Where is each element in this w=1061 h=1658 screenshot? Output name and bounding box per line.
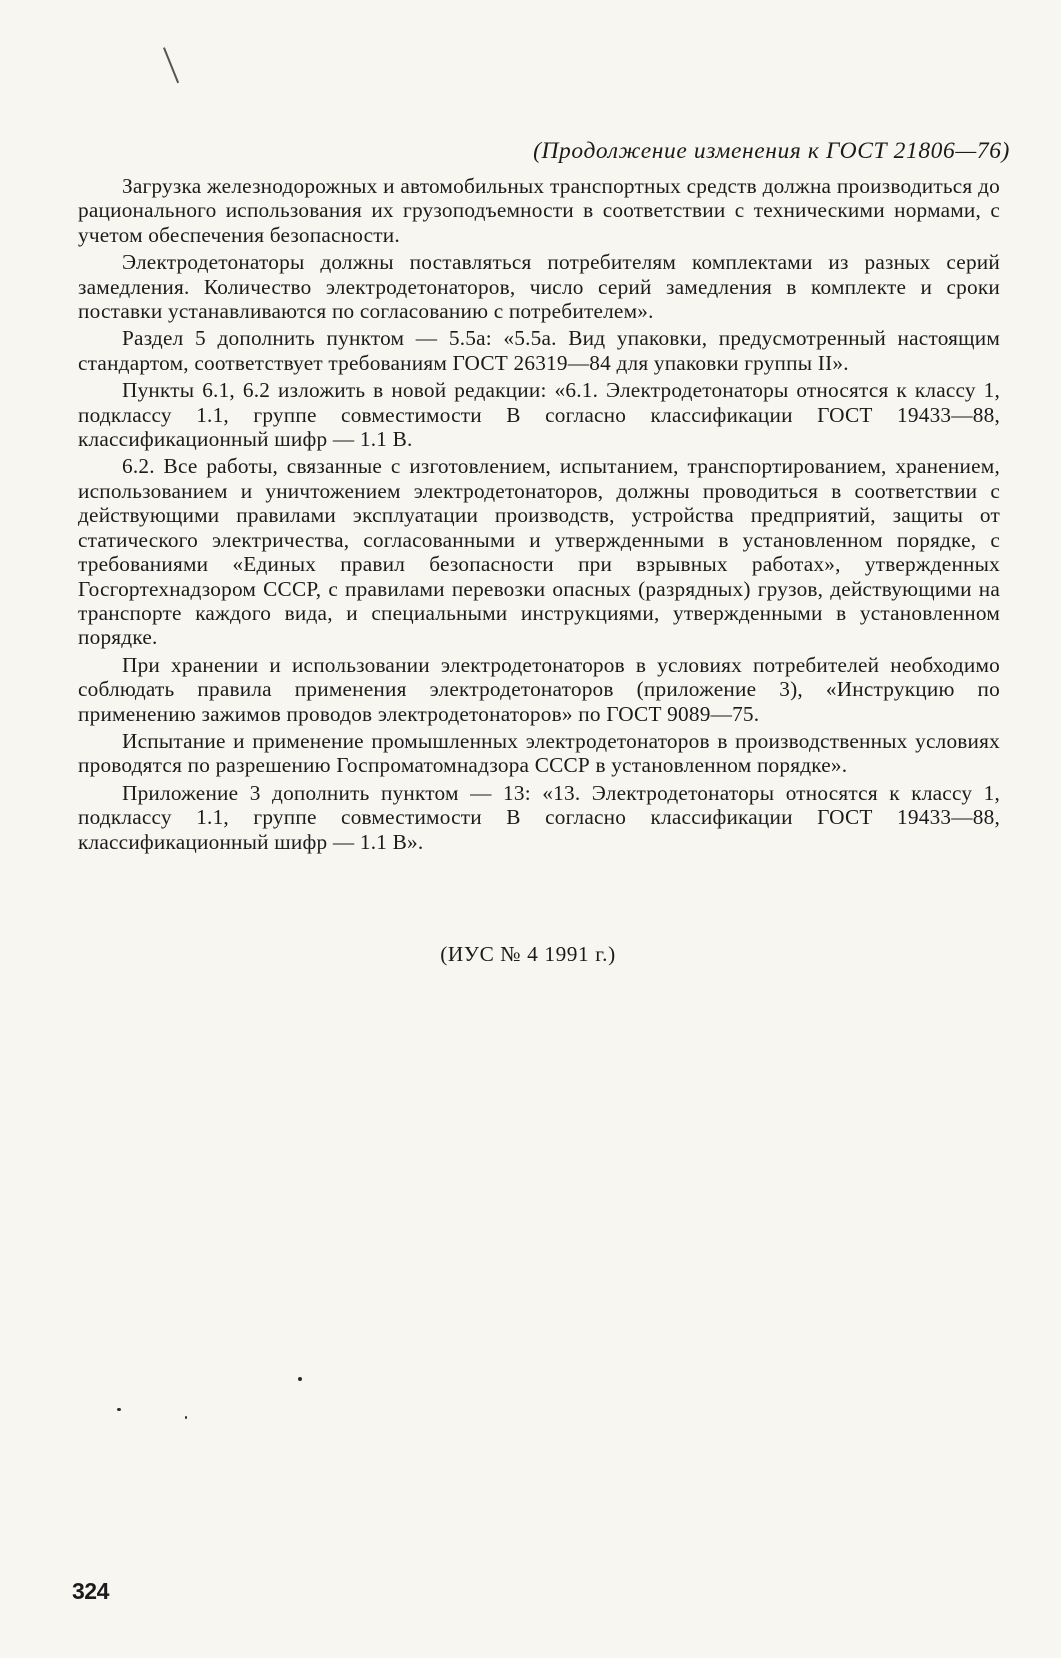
page-number: 324	[72, 1578, 109, 1604]
ius-reference: (ИУС № 4 1991 г.)	[440, 942, 616, 966]
paragraph-loading: Загрузка железнодорожных и автомобильных транспортных средств должна производиться до рационального использования их грузоподъемности в соответствии с техническими нормами, с учетом обеспечения безопасности.	[78, 174, 1000, 247]
scan-speck	[117, 1408, 121, 1411]
document-body	[78, 174, 1000, 857]
paragraph-testing: Испытание и применение промышленных электродетонаторов в производственных условиях проводятся по разрешению Госпроматомнадзора СССР в установленном порядке».	[78, 728, 1000, 778]
paragraph-items-6: Пункты 6.1, 6.2 изложить в новой редакции: «6.1. Электродетонаторы относятся к классу 1, подклассу 1.1, группе совместимости В согласно классификации ГОСТ 19433—88, классификационный шифр — 1.1 В.	[78, 378, 1000, 452]
scan-mark	[163, 47, 179, 83]
paragraph-delivery: Электродетонаторы должны поставляться потребителям комплектами из разных серий замедления. Количество электродетонаторов, число серий замедления в комплекте и сроки поставки устанавливаются по согласованию с потребителем».	[78, 250, 1000, 324]
scan-speck	[185, 1416, 187, 1419]
continuation-header: (Продолжение изменения к ГОСТ 21806—76)	[533, 138, 1010, 164]
scan-speck	[298, 1377, 302, 1381]
paragraph-appendix-3: Приложение 3 дополнить пунктом — 13: «13. Электродетонаторы относятся к классу 1, подклассу 1.1, группе совместимости В согласно классификации ГОСТ 19433—88, классификационный шифр — 1.1 В».	[78, 780, 1000, 854]
paragraph-storage: При хранении и использовании электродетонаторов в условиях потребителей необходимо соблюдать правила применения электродетонаторов (приложение 3), «Инструкцию по применению зажимов проводов электродетонаторов» по ГОСТ 9089—75.	[78, 652, 1000, 726]
paragraph-section-5: Раздел 5 дополнить пунктом — 5.5а: «5.5а. Вид упаковки, предусмотренный настоящим стандартом, соответствует требованиям ГОСТ 26319—84 для упаковки группы II».	[78, 326, 1000, 375]
paragraph-6-2: 6.2. Все работы, связанные с изготовлением, испытанием, транспортированием, хранением, использованием и уничтожением электродетонаторов, должны проводиться в соответствии с действующими правилами эксплуатации производств, устройства предприятий, защиты от статического электричества, согласованными и утвержденными в установленном порядке, с требованиями «Единых правил безопасности при взрывных работах», утвержденных Госгортехнадзором СССР, с правилами перевозки опасных (разрядных) грузов, действующими на транспорте каждого вида, и специальными инструкциями, утвержденными в установленном порядке.	[78, 454, 1000, 650]
